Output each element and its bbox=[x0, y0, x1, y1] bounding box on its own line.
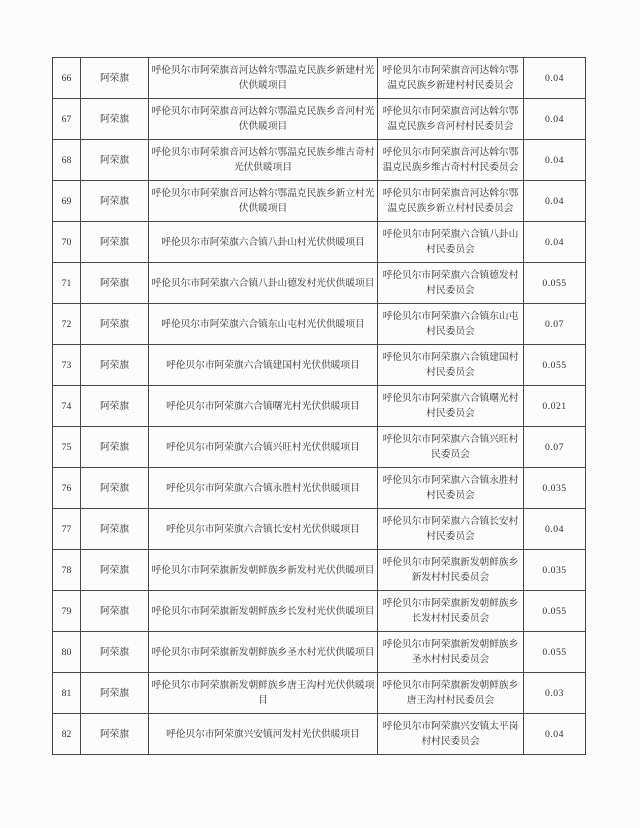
table-row bbox=[53, 632, 586, 673]
project-cell: 呼伦贝尔市阿荣旗音河达斡尔鄂温克民族乡维古奇村光伏供暖项目 bbox=[149, 140, 378, 181]
table-row bbox=[53, 673, 586, 714]
value-cell: 0.055 bbox=[524, 591, 586, 632]
project-cell: 呼伦贝尔市阿荣旗六合镇建国村光伏供暖项目 bbox=[149, 345, 378, 386]
table-row bbox=[53, 99, 586, 140]
region-cell: 阿荣旗 bbox=[81, 632, 149, 673]
seq-cell: 67 bbox=[53, 99, 81, 140]
region-cell: 阿荣旗 bbox=[81, 222, 149, 263]
org-cell: 呼伦贝尔市阿荣旗新发朝鲜族乡唐王沟村村民委员会 bbox=[378, 673, 524, 714]
seq-cell: 69 bbox=[53, 181, 81, 222]
table-row bbox=[53, 304, 586, 345]
value-cell: 0.035 bbox=[524, 468, 586, 509]
project-cell: 呼伦贝尔市阿荣旗六合镇八卦山村光伏供暖项目 bbox=[149, 222, 378, 263]
project-cell: 呼伦贝尔市阿荣旗六合镇八卦山德发村光伏供暖项目 bbox=[149, 263, 378, 304]
seq-cell: 80 bbox=[53, 632, 81, 673]
seq-cell: 74 bbox=[53, 386, 81, 427]
seq-cell: 66 bbox=[53, 58, 81, 99]
project-cell: 呼伦贝尔市阿荣旗六合镇永胜村光伏供暖项目 bbox=[149, 468, 378, 509]
value-cell: 0.04 bbox=[524, 181, 586, 222]
table-body bbox=[53, 58, 586, 755]
region-cell: 阿荣旗 bbox=[81, 386, 149, 427]
org-cell: 呼伦贝尔市阿荣旗六合镇曙光村村民委员会 bbox=[378, 386, 524, 427]
org-cell: 呼伦贝尔市阿荣旗兴安镇太平岗村村民委员会 bbox=[378, 714, 524, 755]
value-cell: 0.04 bbox=[524, 99, 586, 140]
org-cell: 呼伦贝尔市阿荣旗六合镇兴旺村民委员会 bbox=[378, 427, 524, 468]
seq-cell: 79 bbox=[53, 591, 81, 632]
org-cell: 呼伦贝尔市阿荣旗六合镇东山屯村民委员会 bbox=[378, 304, 524, 345]
org-cell: 呼伦贝尔市阿荣旗音河达斡尔鄂温克民族乡新建村村民委员会 bbox=[378, 58, 524, 99]
table-row bbox=[53, 550, 586, 591]
value-cell: 0.055 bbox=[524, 345, 586, 386]
region-cell: 阿荣旗 bbox=[81, 304, 149, 345]
table-row bbox=[53, 427, 586, 468]
table-row bbox=[53, 263, 586, 304]
project-cell: 呼伦贝尔市阿荣旗音河达斡尔鄂温克民族乡新建村光伏供暖项目 bbox=[149, 58, 378, 99]
projects-table bbox=[52, 57, 586, 755]
region-cell: 阿荣旗 bbox=[81, 509, 149, 550]
org-cell: 呼伦贝尔市阿荣旗六合镇建国村村民委员会 bbox=[378, 345, 524, 386]
org-cell: 呼伦贝尔市阿荣旗音河达斡尔鄂温克民族乡音河村村民委员会 bbox=[378, 99, 524, 140]
region-cell: 阿荣旗 bbox=[81, 58, 149, 99]
value-cell: 0.04 bbox=[524, 58, 586, 99]
table-row bbox=[53, 181, 586, 222]
org-cell: 呼伦贝尔市阿荣旗六合镇八卦山村民委员会 bbox=[378, 222, 524, 263]
project-cell: 呼伦贝尔市阿荣旗新发朝鲜族乡圣水村光伏供暖项目 bbox=[149, 632, 378, 673]
seq-cell: 75 bbox=[53, 427, 81, 468]
region-cell: 阿荣旗 bbox=[81, 714, 149, 755]
org-cell: 呼伦贝尔市阿荣旗六合镇永胜村村民委员会 bbox=[378, 468, 524, 509]
region-cell: 阿荣旗 bbox=[81, 468, 149, 509]
region-cell: 阿荣旗 bbox=[81, 550, 149, 591]
project-cell: 呼伦贝尔市阿荣旗六合镇曙光村光伏供暖项目 bbox=[149, 386, 378, 427]
value-cell: 0.07 bbox=[524, 304, 586, 345]
seq-cell: 77 bbox=[53, 509, 81, 550]
table-row bbox=[53, 714, 586, 755]
project-cell: 呼伦贝尔市阿荣旗新发朝鲜族乡新发村光伏供暖项目 bbox=[149, 550, 378, 591]
project-cell: 呼伦贝尔市阿荣旗音河达斡尔鄂温克民族乡音河村光伏供暖项目 bbox=[149, 99, 378, 140]
value-cell: 0.055 bbox=[524, 632, 586, 673]
region-cell: 阿荣旗 bbox=[81, 263, 149, 304]
project-cell: 呼伦贝尔市阿荣旗新发朝鲜族乡唐王沟村光伏供暖项目 bbox=[149, 673, 378, 714]
project-cell: 呼伦贝尔市阿荣旗六合镇兴旺村光伏供暖项目 bbox=[149, 427, 378, 468]
value-cell: 0.04 bbox=[524, 509, 586, 550]
project-cell: 呼伦贝尔市阿荣旗六合镇长安村光伏供暖项目 bbox=[149, 509, 378, 550]
seq-cell: 71 bbox=[53, 263, 81, 304]
table-row bbox=[53, 386, 586, 427]
value-cell: 0.04 bbox=[524, 714, 586, 755]
value-cell: 0.04 bbox=[524, 222, 586, 263]
org-cell: 呼伦贝尔市阿荣旗新发朝鲜族乡长发村村民委员会 bbox=[378, 591, 524, 632]
table-row bbox=[53, 345, 586, 386]
seq-cell: 72 bbox=[53, 304, 81, 345]
region-cell: 阿荣旗 bbox=[81, 140, 149, 181]
seq-cell: 73 bbox=[53, 345, 81, 386]
seq-cell: 76 bbox=[53, 468, 81, 509]
seq-cell: 81 bbox=[53, 673, 81, 714]
region-cell: 阿荣旗 bbox=[81, 345, 149, 386]
project-cell: 呼伦贝尔市阿荣旗兴安镇河发村光伏供暖项目 bbox=[149, 714, 378, 755]
region-cell: 阿荣旗 bbox=[81, 181, 149, 222]
org-cell: 呼伦贝尔市阿荣旗新发朝鲜族乡新发村村民委员会 bbox=[378, 550, 524, 591]
project-cell: 呼伦贝尔市阿荣旗音河达斡尔鄂温克民族乡新立村光伏供暖项目 bbox=[149, 181, 378, 222]
value-cell: 0.04 bbox=[524, 140, 586, 181]
table-row bbox=[53, 509, 586, 550]
org-cell: 呼伦贝尔市阿荣旗音河达斡尔鄂温克民族乡维古奇村村民委员会 bbox=[378, 140, 524, 181]
value-cell: 0.055 bbox=[524, 263, 586, 304]
org-cell: 呼伦贝尔市阿荣旗音河达斡尔鄂温克民族乡新立村村民委员会 bbox=[378, 181, 524, 222]
seq-cell: 82 bbox=[53, 714, 81, 755]
table-row bbox=[53, 222, 586, 263]
value-cell: 0.021 bbox=[524, 386, 586, 427]
seq-cell: 78 bbox=[53, 550, 81, 591]
seq-cell: 70 bbox=[53, 222, 81, 263]
seq-cell: 68 bbox=[53, 140, 81, 181]
table-row bbox=[53, 468, 586, 509]
project-cell: 呼伦贝尔市阿荣旗新发朝鲜族乡长发村光伏供暖项目 bbox=[149, 591, 378, 632]
region-cell: 阿荣旗 bbox=[81, 99, 149, 140]
region-cell: 阿荣旗 bbox=[81, 673, 149, 714]
table-row bbox=[53, 58, 586, 99]
region-cell: 阿荣旗 bbox=[81, 591, 149, 632]
org-cell: 呼伦贝尔市阿荣旗六合镇长安村村民委员会 bbox=[378, 509, 524, 550]
table-row bbox=[53, 140, 586, 181]
region-cell: 阿荣旗 bbox=[81, 427, 149, 468]
value-cell: 0.07 bbox=[524, 427, 586, 468]
value-cell: 0.035 bbox=[524, 550, 586, 591]
org-cell: 呼伦贝尔市阿荣旗新发朝鲜族乡圣水村村民委员会 bbox=[378, 632, 524, 673]
org-cell: 呼伦贝尔市阿荣旗六合镇德发村村民委员会 bbox=[378, 263, 524, 304]
project-cell: 呼伦贝尔市阿荣旗六合镇东山屯村光伏供暖项目 bbox=[149, 304, 378, 345]
table-row bbox=[53, 591, 586, 632]
value-cell: 0.03 bbox=[524, 673, 586, 714]
